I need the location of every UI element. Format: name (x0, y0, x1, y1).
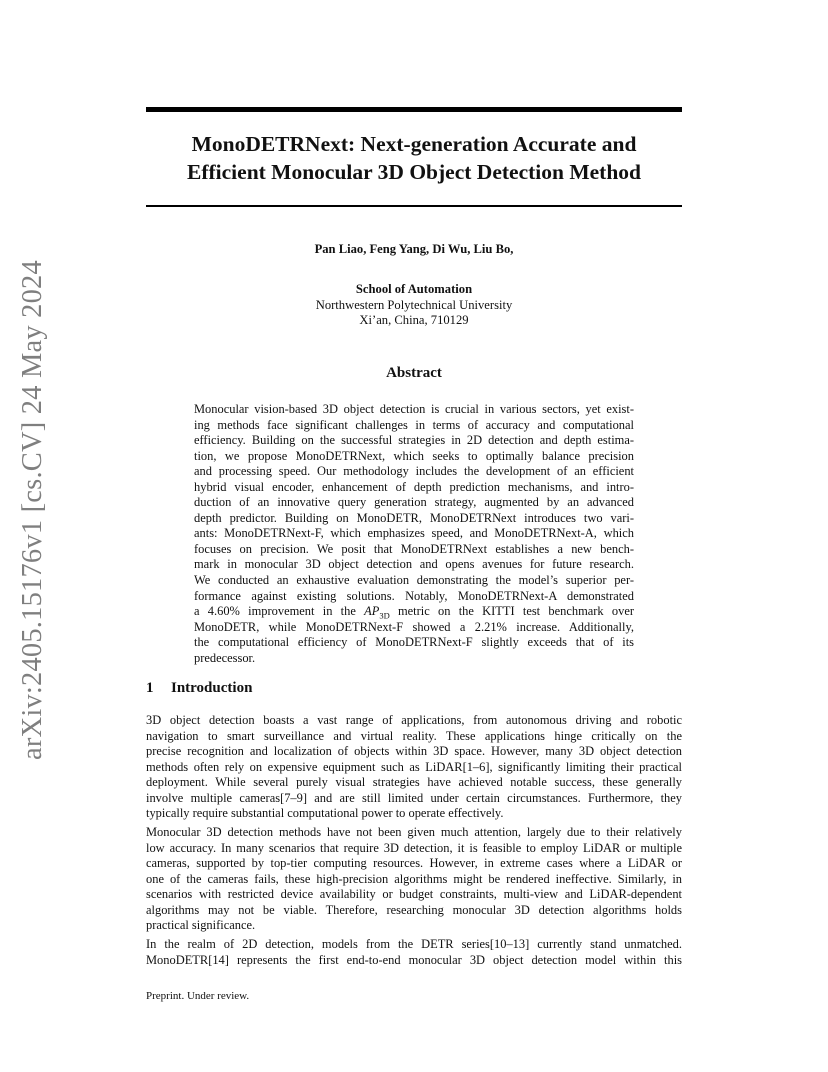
paper-title (146, 130, 682, 186)
abstract-line: MonoDETR, while MonoDETRNext-F showed a 2.21% increase. Additionally, (194, 619, 634, 634)
author-list: Pan Liao, Feng Yang, Di Wu, Liu Bo, (314, 242, 514, 256)
paragraph-line: In the realm of 2D detection, models from the DETR series[10–13] currently stand unmatched. (146, 937, 682, 951)
abstract-line: focuses on precision. We posit that MonoDETRNext establishes a new bench- (194, 541, 634, 556)
abstract-line: predecessor. (194, 650, 256, 665)
paragraph-2 (146, 825, 682, 934)
math-ap-subscript: 3D (379, 610, 390, 621)
affiliation-location: Xi’an, China, 710129 (359, 313, 469, 327)
abstract-line-math (194, 604, 634, 620)
paragraph-line: precise recognition and localization of objects within 3D space. However, many 3D object detection (146, 744, 682, 759)
abstract-line: depth predictor. Building on MonoDETR, MonoDETRNext introduces two vari- (194, 510, 634, 525)
title-top-rule (146, 107, 682, 112)
abstract-line: and processing speed. Our methodology includes the development of an efficient (194, 464, 634, 479)
section-number: 1 (146, 680, 154, 696)
section-heading (146, 680, 252, 697)
paragraph-line: cameras, supported by top-tier computing resources. However, in extreme cases where a LiDAR or (146, 856, 682, 871)
paragraph-line: practical significance. (146, 918, 256, 933)
abstract-line: hybrid visual encoder, enhancement of depth prediction mechanisms, and intro- (194, 479, 634, 494)
abstract-line: efficiency. Building on the successful strategies in 2D detection and depth estima- (194, 433, 634, 448)
paragraph-line: deployment. While several purely visual strategies have achieved notable success, these generally (146, 775, 682, 790)
arxiv-identifier: arXiv:2405.15176v1 [cs.CV] 24 May 2024 (17, 260, 48, 760)
paragraph-line: navigation to smart surveillance and virtual reality. These applications hinge critically on the (146, 728, 682, 743)
paragraph-line: algorithms may not be viable. Therefore, researching monocular 3D detection algorithms holds (146, 902, 682, 917)
paragraph-line: involve multiple cameras[7–9] and are still limited under certain circumstances. Furthermore, they (146, 790, 682, 805)
abstract-heading: Abstract (386, 365, 442, 381)
affiliation-org: School of Automation (355, 282, 473, 296)
abstract-line: mark in monocular 3D object detection and opens avenues for future research. (194, 557, 634, 572)
paragraph-line: typically require substantial computational power to operate effectively. (146, 806, 504, 821)
paragraph-line: 3D object detection boasts a vast range of applications, from autonomous driving and robotic (146, 713, 682, 727)
paragraph-line: Monocular 3D detection methods have not been given much attention, largely due to their relatively (146, 825, 682, 839)
abstract-text: metric on the KITTI test benchmark over (389, 604, 634, 619)
title-bottom-rule (146, 205, 682, 207)
section-title: Introduction (171, 680, 253, 696)
paragraph-line: scenarios with restricted device availability or budget constraints, multi-view and LiDAR-dependent (146, 887, 682, 902)
title-line-2: Efficient Monocular 3D Object Detection Method (187, 160, 641, 184)
abstract-line: the computational efficiency of MonoDETRNext-F slightly exceeds that of its (194, 635, 634, 650)
affiliation-university: Northwestern Polytechnical University (315, 297, 513, 312)
abstract-text: a 4.60% improvement in the (194, 604, 365, 619)
abstract-line: tion, we propose MonoDETRNext, which seeks to optimally balance precision (194, 448, 634, 463)
abstract-body (194, 402, 634, 666)
affiliation (146, 282, 682, 329)
paragraph-line: MonoDETR[14] represents the first end-to-end monocular 3D object detection model within this (146, 952, 682, 967)
abstract-line: formance against existing solutions. Notably, MonoDETRNext-A demonstrated (194, 588, 634, 603)
paragraph-line: methods often rely on expensive equipment such as LiDAR[1–6], significantly limiting their practical (146, 759, 682, 774)
paragraph-line: low accuracy. In many scenarios that require 3D detection, it is feasible to employ LiDAR or multiple (146, 840, 682, 855)
abstract-line: ing methods face significant challenges in terms of accuracy and computational (194, 417, 634, 432)
paragraph-line: one of the cameras fails, these high-precision algorithms might be rendered ineffective. Similarly, in (146, 871, 682, 886)
paragraph-1 (146, 713, 682, 822)
abstract-line: Monocular vision-based 3D object detection is crucial in various sectors, yet exist- (194, 402, 634, 416)
abstract-line: duction of an innovative query generation strategy, augmented by an advanced (194, 495, 634, 510)
abstract-line: We conducted an exhaustive evaluation demonstrating the model’s superior per- (194, 573, 634, 588)
preprint-footer: Preprint. Under review. (146, 990, 250, 1002)
abstract-line: ants: MonoDETRNext-F, which emphasizes speed, and MonoDETRNext-A, which (194, 526, 634, 541)
paragraph-3 (146, 937, 682, 968)
title-line-1: MonoDETRNext: Next-generation Accurate and (191, 132, 637, 156)
math-ap: AP (364, 604, 380, 619)
